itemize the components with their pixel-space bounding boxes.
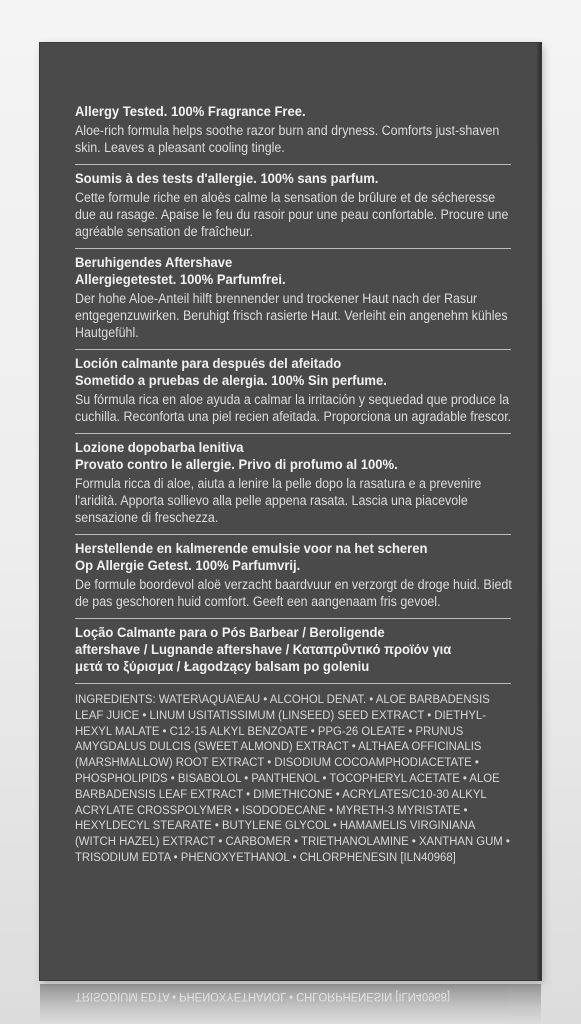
section-multilingual [75, 619, 511, 684]
section-body: Cette formule riche en aloès calme la sensation de brûlure et de sécheresse due au rasage. Apaise le feu du rasoir pour une peau confortable. Procure une agréable sensation de fraîcheur. [75, 190, 509, 239]
section-spanish [75, 350, 511, 434]
section-body: Su fórmula rica en aloe ayuda a calmar la irritación y sequedad que produce la cuchilla. Reconforta una piel recien afeitada. Proporciona un agradable frescor. [75, 392, 512, 424]
section-body: Formula ricca di aloe, aiuta a lenire la pelle dopo la rasatura e a prevenire l'aridità. Apporta sollievo alla pelle appena rasata. Lascia una piacevole sensazione di freschezza. [75, 476, 482, 525]
section-french [75, 165, 511, 249]
section-italian [75, 434, 511, 535]
product-box-back-panel [40, 43, 541, 980]
section-heading: Herstellende en kalmerende emulsie voor na het scheren [75, 540, 428, 556]
section-heading: Soumis à des tests d'allergie. 100% sans parfum. [75, 170, 379, 186]
section-subheading: Allergiegetestet. 100% Parfumfrei. [75, 271, 286, 287]
ingredients-list: INGREDIENTS: WATER\AQUA\EAU • ALCOHOL DENAT. • ALOE BARBADENSIS LEAF JUICE • LINUM USITATISSIMUM (LINSEED) SEED EXTRACT • DIETHYL-HEXYL MALATE • C12-15 ALKYL BENZOATE • PPG-26 OLEATE • PRUNUS AMYGDALUS DULCIS (SWEET ALMOND) EXTRACT • ALTHAEA OFFICINALIS (MARSHMALLOW) ROOT EXTRACT • DISODIUM COCOAMPHODIACETATE • PHOSPHOLIPIDS • BISABOLOL • PANTHENOL • TOCOPHERYL ACETATE • ALOE BARBADENSIS LEAF EXTRACT • DIMETHICONE • ACRYLATES/C10-30 ALKYL ACRYLATE CROSSPOLYMER • ISODODECANE • MYRETH-3 MYRISTATE • HEXYLDECYL STEARATE • BUTYLENE GLYCOL • HAMAMELIS VIRGINIANA (WITCH HAZEL) EXTRACT • CARBOMER • TRIETHANOLAMINE • XANTHAN GUM • TRISODIUM EDTA • PHENOXYETHANOL • CHLORPHENESIN [ILN40968] [75, 692, 510, 864]
reflection-text: TRISODIUM EDTA • PHENOXYETHANOL • CHLORPHENESIN [ILN40968] [75, 990, 450, 1004]
box-reflection [40, 984, 541, 1024]
section-body: Aloe-rich formula helps soothe razor burn and dryness. Comforts just-shaven skin. Leaves a pleasant cooling tingle. [75, 123, 500, 155]
section-heading-line-3: μετά το ξύρισμα / Łagodzący balsam po goleniu [75, 658, 370, 674]
section-heading: Loción calmante para después del afeitado [75, 355, 342, 371]
section-heading: Beruhigendes Aftershave [75, 254, 233, 270]
section-subheading: Provato contro le allergie. Privo di profumo al 100%. [75, 456, 398, 472]
section-dutch [75, 535, 511, 619]
section-heading: Allergy Tested. 100% Fragrance Free. [75, 103, 306, 119]
label-text-panel [75, 103, 511, 866]
section-heading: Loção Calmante para o Pós Barbear / Beroligende [75, 624, 385, 640]
section-english [75, 103, 511, 165]
section-heading: Lozione dopobarba lenitiva [75, 439, 244, 455]
section-subheading: Op Allergie Getest. 100% Parfumvrij. [75, 557, 301, 573]
section-body: De formule boordevol aloë verzacht baardvuur en verzorgt de droge huid. Biedt de pas geschoren huid comfort. Geeft een aangenaam fris gevoel. [75, 577, 512, 609]
section-heading-line-2: aftershave / Lugnande aftershave / Καταπρΰντικό προϊόν για [75, 641, 452, 657]
section-subheading: Sometido a pruebas de alergia. 100% Sin perfume. [75, 372, 387, 388]
section-body: Der hohe Aloe-Anteil hilft brennender und trockener Haut nach der Rasur entgegenzuwirken. Beruhigt frisch rasierte Haut. Verleiht ein angenehm kühles Hautgefühl. [75, 291, 508, 340]
section-german [75, 249, 511, 350]
